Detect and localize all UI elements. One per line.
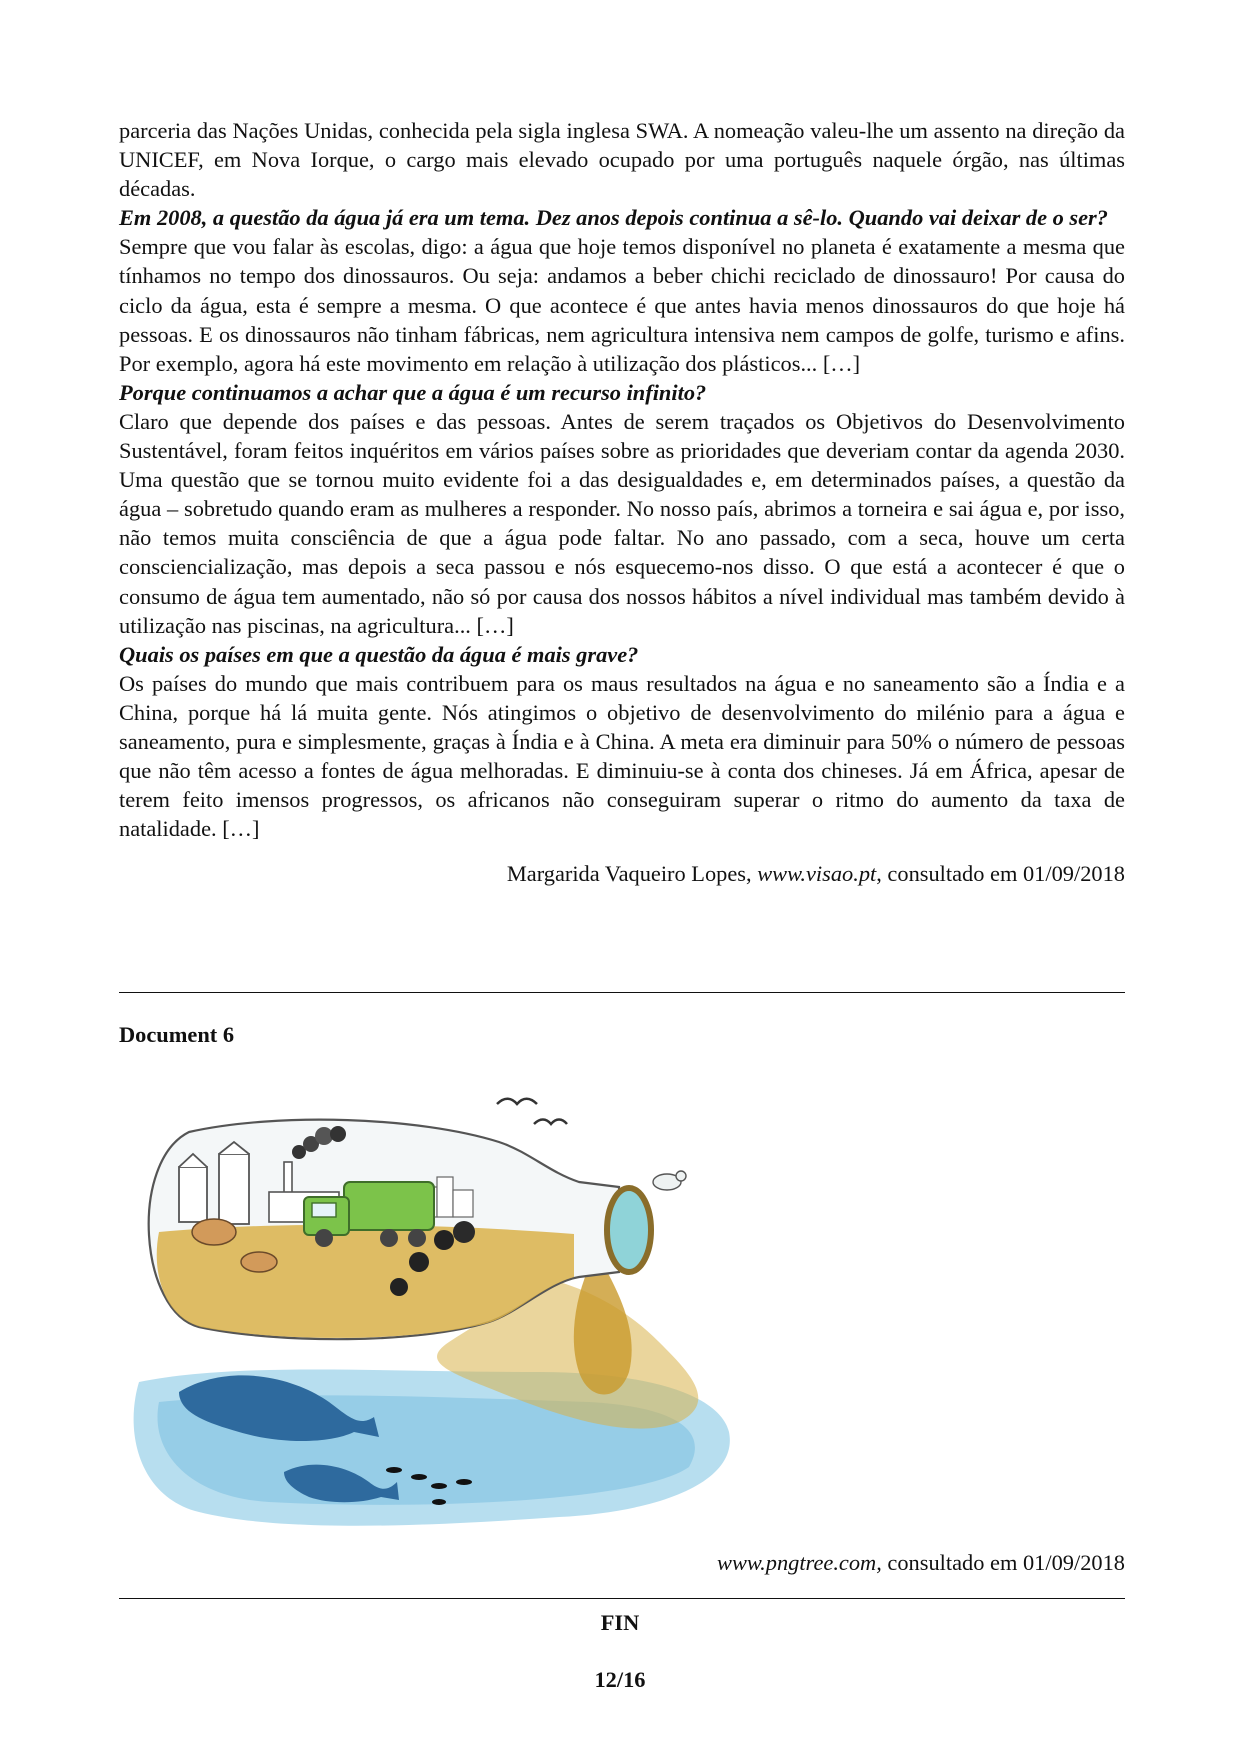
source-site: www.visao.pt [757, 861, 877, 887]
interview-question-3: Quais os países em que a questão da água é mais grave? [119, 641, 639, 667]
section-divider [119, 992, 1125, 993]
source-date: , consultado em 01/09/2018 [876, 861, 1125, 887]
page-number: 12/16 [594, 1667, 646, 1692]
bottle-pollution-illustration [119, 1072, 787, 1556]
interview-answer-3: Os países do mundo que mais contribuem para os maus resultados na água e no saneamento são a Índia e a China, porque há lá muita gente. Nós atingimos o objetivo de desenvolvimento do milénio para a água e saneamento, pura e simplesmente, graças à Índia e à China. A meta era diminuir para 50% o número de pessoas que não têm acesso a fontes de água melhoradas. E diminuiu-se à conta dos chineses. Já em África, apesar de terem feito imensos progressos, os africanos não conseguiram superar o ritmo do aumento da taxa de natalidade. […] [119, 670, 1125, 842]
interview-answer-1: Sempre que vou falar às escolas, digo: a água que hoje temos disponível no planeta é exatamente a mesma que tínhamos no tempo dos dinossauros. Ou seja: andamos a beber chichi reciclado de dinossauro! Por causa do ciclo da água, esta é sempre a mesma. O que acontece é que antes havia menos dinossauros do que hoje há pessoas. E os dinossauros não tinham fábricas, nem agricultura intensiva nem campos de golfe, turismo e afins. Por exemplo, agora há este movimento em relação à utilização dos plásticos... […] [119, 234, 1125, 376]
image-source [717, 1550, 1125, 1576]
document-title: Document 6 [119, 1022, 235, 1047]
source-author: Margarida Vaqueiro Lopes, [506, 861, 758, 887]
image-source-date: consultado em 01/09/2018 [881, 1550, 1125, 1575]
interview-question-2: Porque continuamos a achar que a água é um recurso infinito? [119, 379, 707, 405]
paragraph-intro: parceria das Nações Unidas, conhecida pela sigla inglesa SWA. A nomeação valeu-lhe um assento na direção da UNICEF, em Nova Iorque, o cargo mais elevado ocupado por uma português naquele órgão, nas últimas décadas. [119, 118, 1125, 202]
image-source-site: www.pngtree.com, [717, 1550, 882, 1575]
interview-answer-2: Claro que depende dos países e das pessoas. Antes de serem traçados os Objetivos do Desenvolvimento Sustentável, foram feitos inquéritos em vários países sobre as prioridades que deveriam contar da agenda 2030. Uma questão que se tornou muito evidente foi a das desigualdades e, em determinados países, a questão da água – sobretudo quando eram as mulheres a responder. No nosso país, abrimos a torneira e sai água e, por isso, não temos muita consciência de que a água pode faltar. No ano passado, com a seca, houve um certa consciencialização, mas depois a seca passou e nós esquecemo-nos disso. O que está a acontecer é que o consumo de água tem aumentado, não só por causa dos nossos hábitos a nível individual mas também devido à utilização nas piscinas, na agricultura... […] [119, 408, 1125, 638]
article-source [119, 859, 1125, 888]
end-marker: FIN [600, 1610, 640, 1635]
interview-question-1: Em 2008, a questão da água já era um tema. Dez anos depois continua a sê-lo. Quando vai deixar de o ser? [119, 205, 1108, 231]
footer-divider [119, 1598, 1125, 1599]
article-body [119, 116, 1125, 888]
